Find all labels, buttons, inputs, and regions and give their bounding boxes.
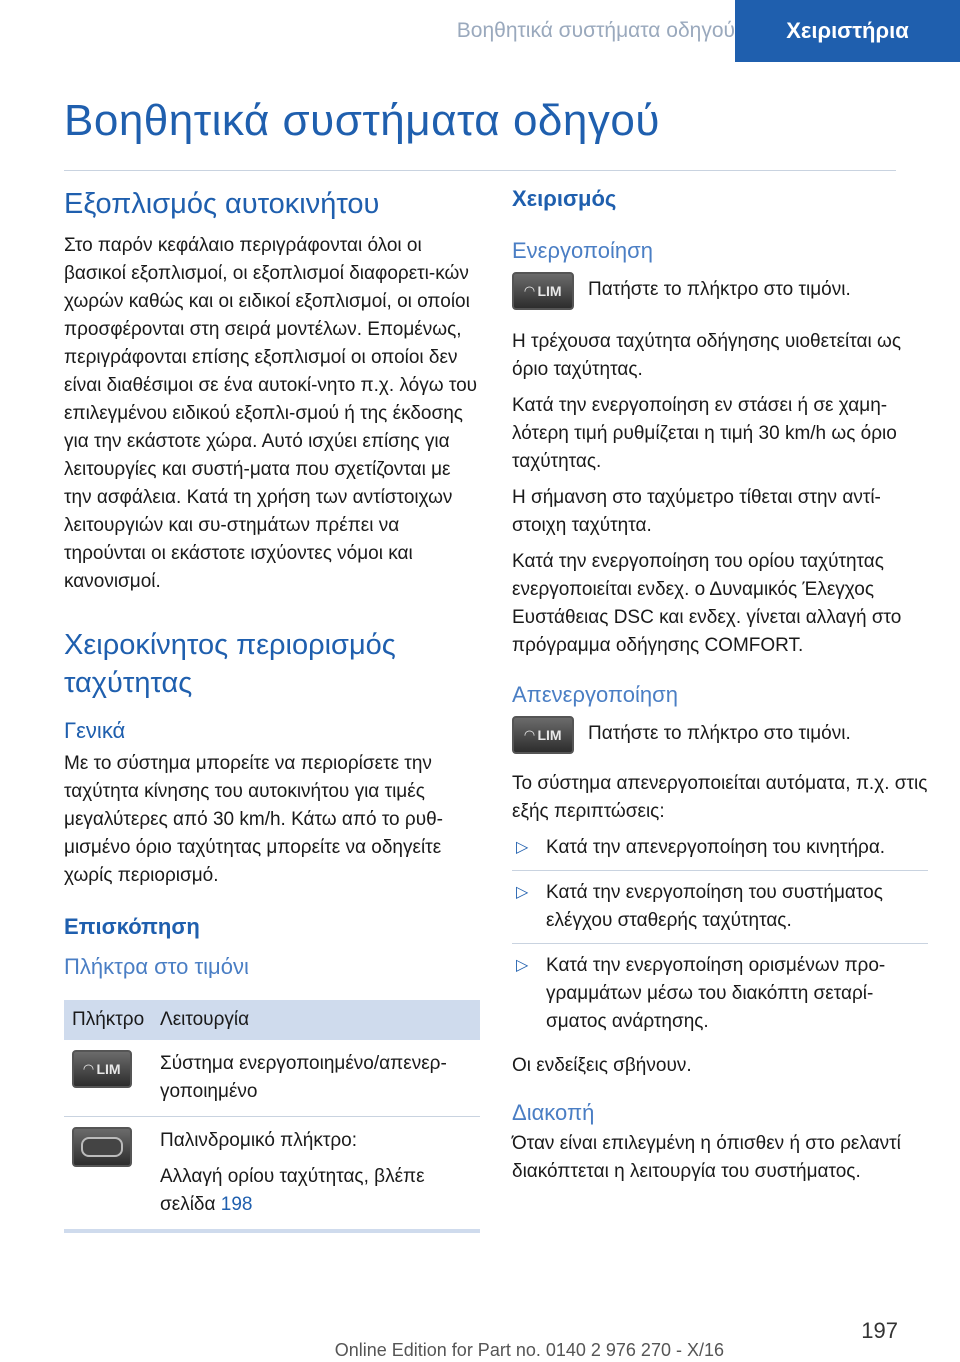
paragraph-general: Με το σύστημα μπορείτε να περιορίσετε την ταχύτητα κίνησης του αυτοκινήτου για τιμές μεγαλύτερες από 30 km/h. Κάτω από το ρυθ-μισμένο όριο ταχύτητας μπορείτε να οδηγείτε χωρίς περιορισμό. xyxy=(64,753,443,886)
keys-table-header xyxy=(64,1000,480,1040)
page-header xyxy=(0,0,960,62)
row1-function: Σύστημα ενεργοποιημένο/απενερ-γοποιημένο xyxy=(152,1040,480,1117)
heading-speed-limiter-line1: Χειροκίνητος περιορισμός xyxy=(64,629,396,661)
activation-instruction-row xyxy=(512,272,928,310)
triangle-bullet-icon: ▷ xyxy=(516,839,529,856)
paragraph-activation-2: Κατά την ενεργοποίηση εν στάσει ή σε χαμη-λότερη τιμή ρυθμίζεται η τιμή 30 km/h ως όριο ταχύτητας. xyxy=(512,395,897,472)
gauge-icon: ◠ xyxy=(524,727,535,742)
paragraph-deactivation: Το σύστημα απενεργοποιείται αυτόματα, π.χ. στις εξής περιπτώσεις: xyxy=(512,773,928,822)
paragraph-interrupt: Όταν είναι επιλεγμένη η όπισθεν ή στο ρελαντί διακόπτεται η λειτουργία του συστήματος. xyxy=(512,1133,901,1182)
deactivation-instruction: Πατήστε το πλήκτρο στο τιμόνι. xyxy=(588,723,851,744)
paragraph-indicators: Οι ενδείξεις σβήνουν. xyxy=(512,1055,692,1076)
heading-interrupt: Διακοπή xyxy=(512,1100,595,1125)
right-column xyxy=(512,178,928,1194)
heading-deactivation: Απενεργοποίηση xyxy=(512,682,678,707)
col-header-function: Λειτουργία xyxy=(152,1000,480,1040)
heading-equipment: Εξοπλισμός αυτοκινήτου xyxy=(64,188,380,220)
triangle-bullet-icon: ▷ xyxy=(516,957,529,974)
gauge-icon: ◠ xyxy=(524,283,535,298)
paragraph-activation-1: Η τρέχουσα ταχύτητα οδήγησης υιοθετείται ως όριο ταχύτητας. xyxy=(512,331,901,380)
lim-button-icon: ◠ LIM xyxy=(512,716,574,754)
table-row xyxy=(64,1117,480,1232)
row2-function-a: Παλινδρομικό πλήκτρο: xyxy=(160,1130,357,1151)
page-number: 197 xyxy=(861,1318,898,1343)
gauge-icon: ◠ xyxy=(83,1061,94,1076)
paragraph-activation-4: Κατά την ενεργοποίηση του ορίου ταχύτητας ενεργοποιείται ενδεχ. ο Δυναμικός Έλεγχος Ευστάθειας DSC και ενδεχ. γίνεται αλλαγή στο πρόγραμμα οδήγησης COMFORT. xyxy=(512,551,902,656)
heading-activation: Ενεργοποίηση xyxy=(512,238,653,263)
header-section-title[interactable]: Βοηθητικά συστήματα οδηγού xyxy=(456,19,735,42)
heading-overview: Επισκόπηση xyxy=(64,914,200,939)
deactivation-instruction-row xyxy=(512,716,928,754)
table-row xyxy=(64,1040,480,1117)
row2-function-b: Αλλαγή ορίου ταχύτητας, βλέπε σελίδα xyxy=(160,1166,425,1215)
lim-button-icon: ◠ LIM xyxy=(72,1050,132,1088)
page-title: Βοηθητικά συστήματα οδηγού xyxy=(64,96,660,145)
deactivation-cases-list xyxy=(512,834,928,1044)
title-divider xyxy=(64,170,896,171)
activation-instruction: Πατήστε το πλήκτρο στο τιμόνι. xyxy=(588,279,851,300)
edition-note: Online Edition for Part no. 0140 2 976 270 - X/16 xyxy=(334,1340,724,1360)
heading-steering-wheel-keys: Πλήκτρα στο τιμόνι xyxy=(64,954,249,979)
col-header-key: Πλήκτρο xyxy=(64,1000,152,1040)
heading-speed-limiter-line2: ταχύτητας xyxy=(64,667,193,699)
triangle-bullet-icon: ▷ xyxy=(516,884,529,901)
header-tab-controls[interactable]: Χειριστήρια xyxy=(735,0,960,62)
heading-operation: Χειρισμός xyxy=(512,186,617,211)
lim-button-icon: ◠ LIM xyxy=(512,272,574,310)
rocker-switch-icon xyxy=(72,1127,132,1167)
paragraph-equipment: Στο παρόν κεφάλαιο περιγράφονται όλοι οι βασικοί εξοπλισμοί, οι εξοπλισμοί διαφορετι-κών χωρών καθώς και οι ειδικοί εξοπλισμοί, οι οποίοι προσφέρονται στη σειρά μοντέλων. Επομένως, περιγράφονται επίσης εξοπλισμοί οι οποίοι δεν είναι διαθέσιμοι σε ένα αυτοκί-νητο π.χ. λόγω του επιλεγμένου ειδικού εξοπλι-σμού ή της έκδοσης για την εκάστοτε χώρα. Αυτό ισχύει επίσης για λειτουργίες και συστή-ματα που σχετίζονται με την ασφάλεια. Κατά τη χρήση των αντίστοιχων λειτουργιών και συ-στημάτων πρέπει να τηρούνται οι εκάστοτε ισχύοντες νόμοι και κανονισμοί. xyxy=(64,235,478,592)
left-column xyxy=(64,178,480,1233)
page-reference-link[interactable]: 198 xyxy=(220,1194,253,1215)
paragraph-activation-3: Η σήμανση στο ταχύμετρο τίθεται στην αντί-στοιχη ταχύτητα. xyxy=(512,487,881,536)
list-item: ▷ Κατά την ενεργοποίηση ορισμένων προ-γραμμάτων μέσω του διακόπτη σεταρί-σματος ανάρτησης. xyxy=(512,952,928,1044)
list-item: ▷ Κατά την ενεργοποίηση του συστήματος ελέγχου σταθερής ταχύτητας. xyxy=(512,879,928,944)
page-footer xyxy=(0,1318,960,1362)
heading-general: Γενικά xyxy=(64,718,126,743)
list-item: ▷ Κατά την απενεργοποίηση του κινητήρα. xyxy=(512,834,928,871)
keys-table xyxy=(64,1000,480,1233)
